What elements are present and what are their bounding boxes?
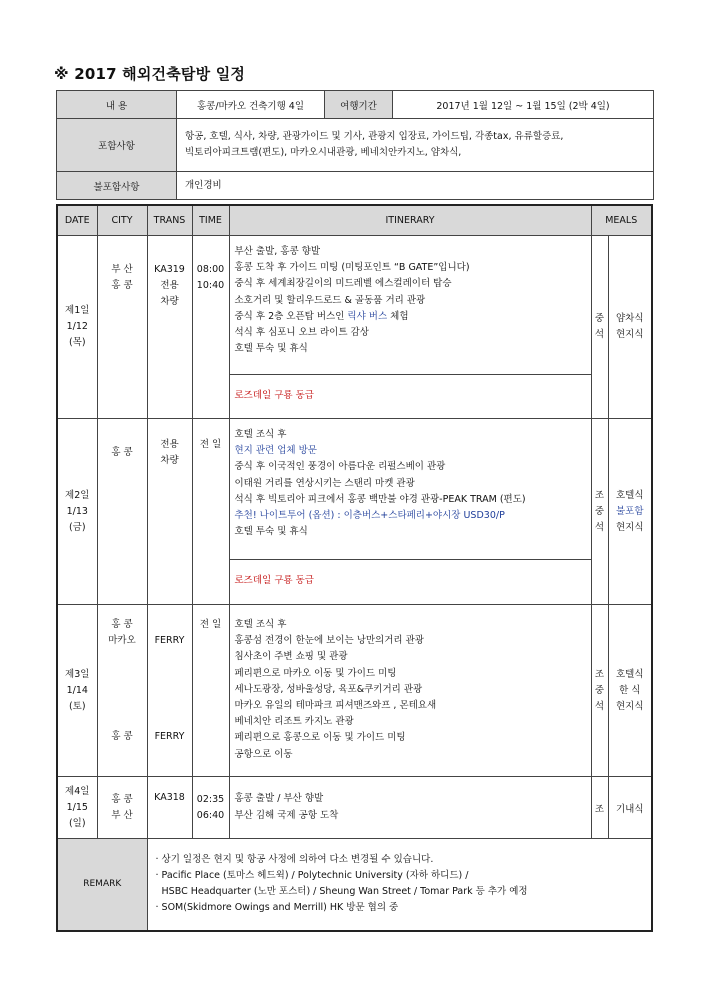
meal-type: 조: [591, 777, 608, 839]
day-row: [57, 236, 652, 419]
meal-type: 조 중 석: [591, 419, 608, 605]
day-itinerary: 호텔 조식 후 홍콩섬 전경이 한눈에 보이는 낭만의거리 관광 침사초이 주변 쇼핑 및 관광 페리편으로 마카오 이동 및 가이드 미팅 세나도광장, 성바울성당, 육포&쿠키거리 관광 마카오 유일의 테마파크 피셔맨즈와프 , 몬테요새 베네치안 리조트 카지노 관광 페리편으로 홍콩으로 이동 및 가이드 미팅 공항으로 이동: [229, 605, 591, 777]
day-time: 전 일: [192, 605, 229, 777]
period-label: 여행기간: [325, 91, 393, 119]
content-label: 내 용: [57, 91, 177, 119]
col-city: CITY: [97, 205, 147, 236]
day-trans: 전용 차량: [147, 419, 192, 605]
hotel-info: 로즈데일 구룡 동급: [230, 374, 591, 413]
col-itinerary: ITINERARY: [229, 205, 591, 236]
col-date: DATE: [57, 205, 97, 236]
day-time: 08:00 10:40: [192, 236, 229, 419]
period-value: 2017년 1월 12일 ~ 1월 15일 (2박 4일): [393, 91, 654, 119]
hotel-info: 로즈데일 구룡 동급: [230, 559, 591, 598]
meal-type: 중 석: [591, 236, 608, 419]
meal-desc: 호텔식 한 식 현지식: [608, 605, 652, 777]
meal-desc: 기내식: [608, 777, 652, 839]
day-trans: KA319 전용 차량: [147, 236, 192, 419]
day-trans: KA318: [147, 777, 192, 839]
meal-desc: 호텔식 불포함 현지식: [608, 419, 652, 605]
day-city: 홍 콩: [97, 419, 147, 605]
day-itinerary: 호텔 조식 후 현지 관련 업체 방문 중식 후 이국적인 풍경이 아름다운 리펄스베이 관광 이태원 거리를 연상시키는 스탠리 마켓 관광 석식 후 빅토리아 피크에서 홍콩 백만불 야경 관광-PEAK TRAM (편도) 추천! 나이트투어 (옵션) : 이층버스+스타페리+야시장 USD30/P 호텔 투숙 및 휴식 로즈데일 구룡 동급: [229, 419, 591, 605]
col-meals: MEALS: [591, 205, 652, 236]
remark-row: [57, 839, 652, 931]
day-time: 02:35 06:40: [192, 777, 229, 839]
excluded-value: 개인경비: [177, 172, 654, 200]
day-date: 제3일 1/14 (토): [57, 605, 97, 777]
trip-info-table: [56, 90, 654, 200]
col-trans: TRANS: [147, 205, 192, 236]
day-itinerary: 부산 출발, 홍콩 향발 홍콩 도착 후 가이드 미팅 (미팅포인트 “B GATE”입니다) 중식 후 세계최장길이의 미드레벨 에스컬레이터 탑승 소호거리 및 할리우드로드 & 골동품 거리 관광 중식 후 2층 오픈탑 버스인 릭샤 버스 체험 석식 후 심포니 오브 라이트 감상 호텔 투숙 및 휴식 로즈데일 구룡 동급: [229, 236, 591, 419]
day-trans: FERRY FERRY: [147, 605, 192, 777]
content-value: 홍콩/마카오 건축기행 4일: [177, 91, 325, 119]
remark-content: · 상기 일정은 현지 및 항공 사정에 의하여 다소 변경될 수 있습니다. · Pacific Place (토마스 헤드윅) / Polytechnic University (자하 하디드) / HSBC Headquarter (노만 포스터) / Sheung Wan Street / Tomar Park 등 추가 예정 · SOM(Skidmore Owings and Merrill) HK 방문 협의 중: [147, 839, 652, 931]
day-row: [57, 419, 652, 605]
meal-type: 조 중 석: [591, 605, 608, 777]
day-city: 홍 콩 부 산: [97, 777, 147, 839]
included-value: 항공, 호텔, 식사, 차량, 관광가이드 및 기사, 관광지 입장료, 가이드팁, 각종tax, 유류할증료, 빅토리아피크트램(편도), 마카오시내관광, 베네치안카지노, 얌차식,: [177, 119, 654, 172]
included-label: 포함사항: [57, 119, 177, 172]
day-time: 전 일: [192, 419, 229, 605]
col-time: TIME: [192, 205, 229, 236]
day-row: [57, 777, 652, 839]
page-title: ※ 2017 해외건축탐방 일정: [54, 65, 246, 83]
day-city: 홍 콩 마카오 홍 콩: [97, 605, 147, 777]
day-city: 부 산 홍 콩: [97, 236, 147, 419]
day-date: 제2일 1/13 (금): [57, 419, 97, 605]
day-itinerary: 홍콩 출발 / 부산 향발 부산 김해 국제 공항 도착: [229, 777, 591, 839]
itinerary-table: [56, 204, 653, 932]
remark-label: REMARK: [57, 839, 147, 931]
day-row: [57, 605, 652, 777]
day-date: 제4일 1/15 (일): [57, 777, 97, 839]
day-date: 제1일 1/12 (목): [57, 236, 97, 419]
excluded-label: 불포함사항: [57, 172, 177, 200]
meal-desc: 얌차식 현지식: [608, 236, 652, 419]
